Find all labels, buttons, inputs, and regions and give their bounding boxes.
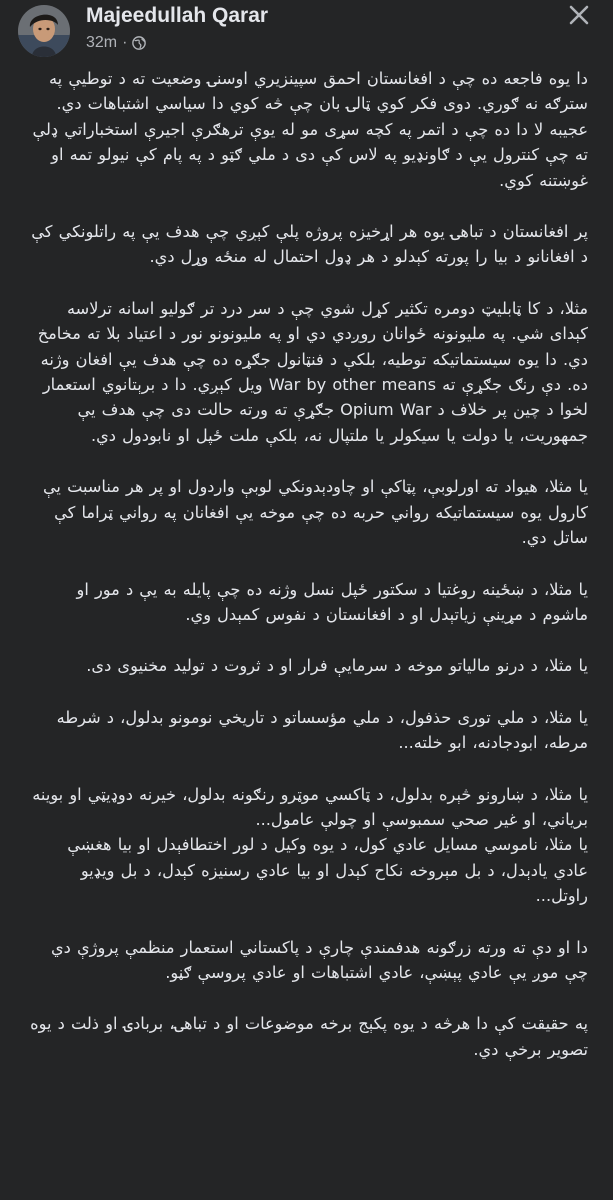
post-text [28, 66, 588, 1088]
post-paragraph: مثلا، د کا ټابلیټ دومره تکثیر کړل شوي چې د سر درد تر ګولیو اسانه ترلاسه کېدای شي. په ملیونونه ځوانان روږدي دي او په ملیونونو نور د اعتیاد بلا ته مخامخ دي. دا یوه سیستماتیکه توطیه، بلکې د فنټانول جګړه ده چې هدف یې افغان وژنه ده. دې رنګ جګړې ته War by other means ویل کېږي. دا د برېتانوي استعمار لخوا د چین پر خلاف د Opium War جګړې ته ورته حالت دی چې هدف یې جمهوریت، یا دولت یا سیکولر یا ملتپال نه، بلکې ملت ځپل او نابودول دي. [37, 298, 588, 445]
post-paragraph: یا مثلا، ناموسي مسایل عادي کول، د یوه وکیل د لور اختطافېدل او بیا هغښې عادي یادېدل، د بل مېروخه نکاح کېدل او بیا عادي رسنیزه کېدل، د بل ویډیو راوتل... [67, 835, 588, 906]
post-paragraph: یا مثلا، د ملي توری حذفول، د ملي مؤسساتو د تاریخي نومونو بدلول، د شرطه مرطه، ابودجادنه، ابو خلته... [56, 707, 588, 753]
avatar[interactable] [18, 5, 70, 57]
close-icon [566, 2, 592, 28]
post-paragraph: پر افغانستان د تباهۍ یوه هر اړخیزه پروژه پلې کېږي چې هدف یې په راتلونکي کې د افغانانو د بیا را پورته کېدلو د هر ډول احتمال له منځه وړل دي. [31, 222, 588, 267]
post-paragraph: یا مثلا، د ښځینه روغتیا د سکتور ځپل نسل وژنه ده چې پایله به یې د مور او ماشوم د مړینې زیاتېدل او د افغانستان د نفوس کمېدل وي. [76, 579, 588, 624]
post-paragraph: دا او دې ته ورته زرګونه هدفمندې چارې د پاکستاني استعمار منظمې پروژې دي چې موږ یې عادي پېښې، عادي اشتباهات او عادي پروسې ګڼو. [50, 937, 588, 982]
post-paragraph: په حقیقت کې دا هرڅه د یوه پکېج برخه موضوعات او د تباهۍ، بربادۍ او ذلت د یوه تصویر برخې دي. [30, 1014, 588, 1059]
post-header [0, 0, 613, 58]
post-meta [86, 33, 146, 53]
avatar-photo [18, 5, 70, 57]
post-paragraph: یا مثلا، د ښارونو څېره بدلول، د ټاکسي موټرو رنګونه بدلول، خیرنه دوډیټي او بوینه برياني، او غیر صحي سمبوسې او چولې عامول... [32, 784, 588, 829]
post-paragraph: دا یوه فاجعه ده چې د افغانستان احمق سپینزیري اوسنۍ وضعیت ته د توطیې په سترګه نه ګوري. دوی فکر کوي ټالۍ بان چې څه کوي دا سیاسي اشتباهات دي. عجیبه لا دا ده چې د اتمر په کچه سړی مو له یوې ترهګرې اجیرې استخباراتي ډلې ته چې کنترول یې د ګاونډیو په لاس کې دی د ملي ګټو د په پام کې نیولو تمه او غوښتنه کوي. [32, 69, 588, 190]
close-button[interactable] [566, 2, 592, 28]
post-paragraph: یا مثلا، هیواد ته اورلوبې، پټاکې او چاودېدونکي لوبې واردول او پر هر مناسبت یې کارول یوه سیستماتیکه رواني حربه ده چې موخه یې افغانان په رواني ټراما کې ساتل دي. [42, 477, 588, 548]
globe-icon [132, 36, 146, 50]
meta-separator: · [122, 34, 128, 51]
author-name[interactable]: Majeedullah Qarar [86, 4, 269, 27]
post-time[interactable]: 32m [86, 34, 118, 51]
post-paragraph: یا مثلا، د درنو مالیاتو موخه د سرمایې فرار او د ثروت د تولید مخنیوی دی. [86, 656, 588, 676]
